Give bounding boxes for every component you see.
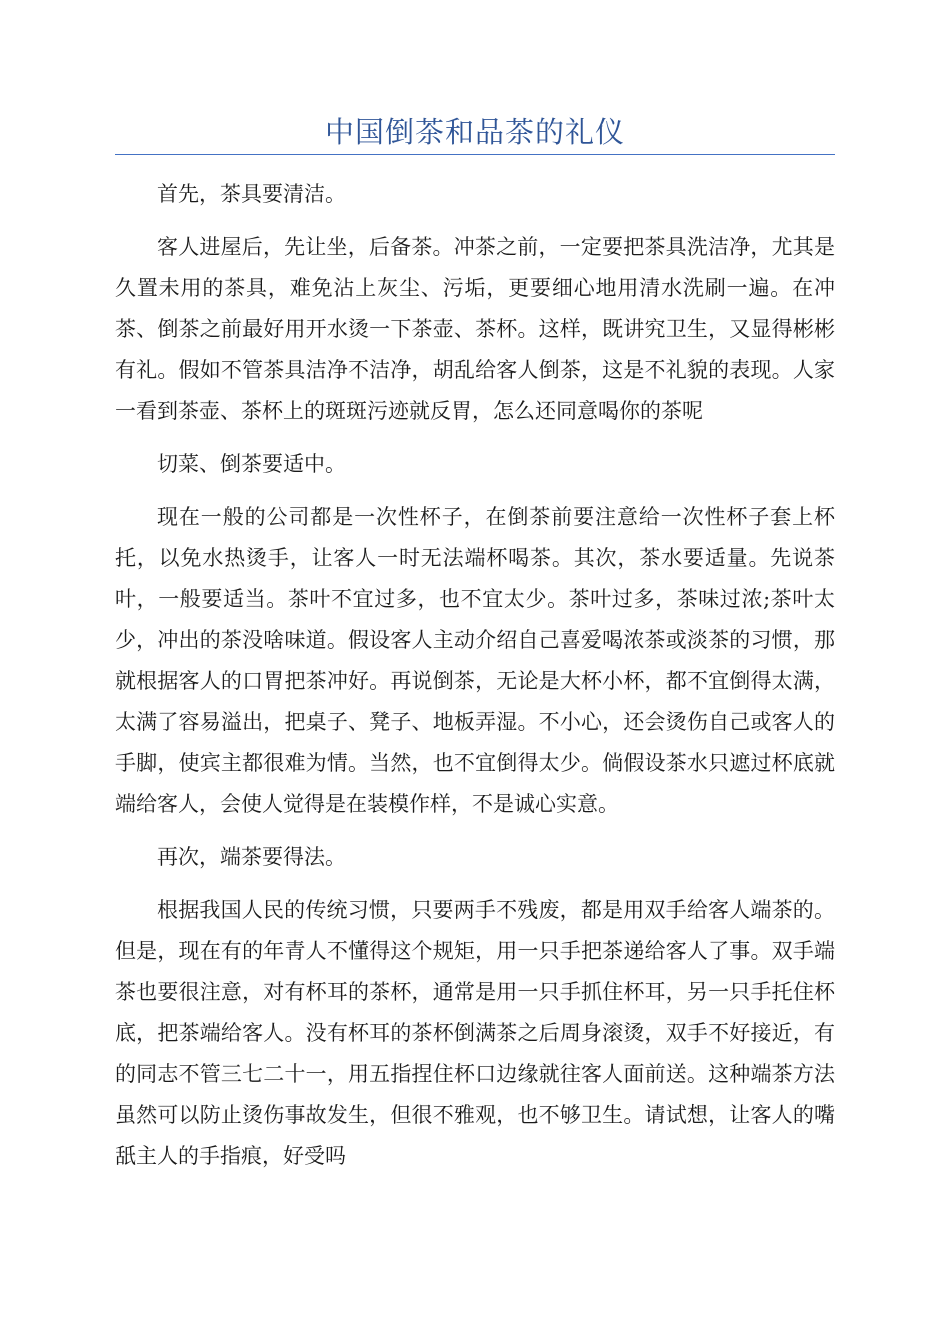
document-title: 中国倒茶和品茶的礼仪 — [324, 115, 625, 149]
paragraph-clean-teaware: 客人进屋后，先让坐，后备茶。冲茶之前，一定要把茶具洗洁净，尤其是久置未用的茶具，难免沾上灰尘、污垢，更要细心地用清水洗刷一遍。在冲茶、倒茶之前最好用开水烫一下茶壶、茶杯。这样，既讲究卫生，又显得彬彬有礼。假如不管茶具洁净不洁净，胡乱给客人倒茶，这是不礼貌的表现。人家一看到茶壶、茶杯上的斑斑污迹就反胃，怎么还同意喝你的茶呢 — [115, 235, 835, 423]
paragraph-heading-serving: 再次，端茶要得法。 — [157, 845, 346, 869]
paragraph-heading-clean-teaware: 首先，茶具要清洁。 — [157, 182, 346, 206]
paragraph-moderate-pour: 现在一般的公司都是一次性杯子，在倒茶前要注意给一次性杯子套上杯托，以免水热烫手，让客人一时无法端杯喝茶。其次，茶水要适量。先说茶叶，一般要适当。茶叶不宜过多，也不宜太少。茶叶过多，茶味过浓;茶叶太少，冲出的茶没啥味道。假设客人主动介绍自己喜爱喝浓茶或淡茶的习惯，那就根据客人的口胃把茶冲好。再说倒茶，无论是大杯小杯，都不宜倒得太满，太满了容易溢出，把桌子、凳子、地板弄湿。不小心，还会烫伤自己或客人的手脚，使宾主都很难为情。当然，也不宜倒得太少。倘假设茶水只遮过杯底就端给客人，会使人觉得是在装模作样，不是诚心实意。 — [115, 505, 835, 816]
paragraph-heading-moderate-pour: 切菜、倒茶要适中。 — [157, 452, 346, 476]
title-underline — [115, 154, 835, 155]
paragraph-serving: 根据我国人民的传统习惯，只要两手不残废，都是用双手给客人端茶的。但是，现在有的年青人不懂得这个规矩，用一只手把茶递给客人了事。双手端茶也要很注意，对有杯耳的茶杯，通常是用一只手抓住杯耳，另一只手托住杯底，把茶端给客人。没有杯耳的茶杯倒满茶之后周身滚烫，双手不好接近，有的同志不管三七二十一，用五指捏住杯口边缘就往客人面前送。这种端茶方法虽然可以防止烫伤事故发生，但很不雅观，也不够卫生。请试想，让客人的嘴舐主人的手指痕，好受吗 — [115, 898, 835, 1168]
document-body — [115, 174, 835, 1189]
